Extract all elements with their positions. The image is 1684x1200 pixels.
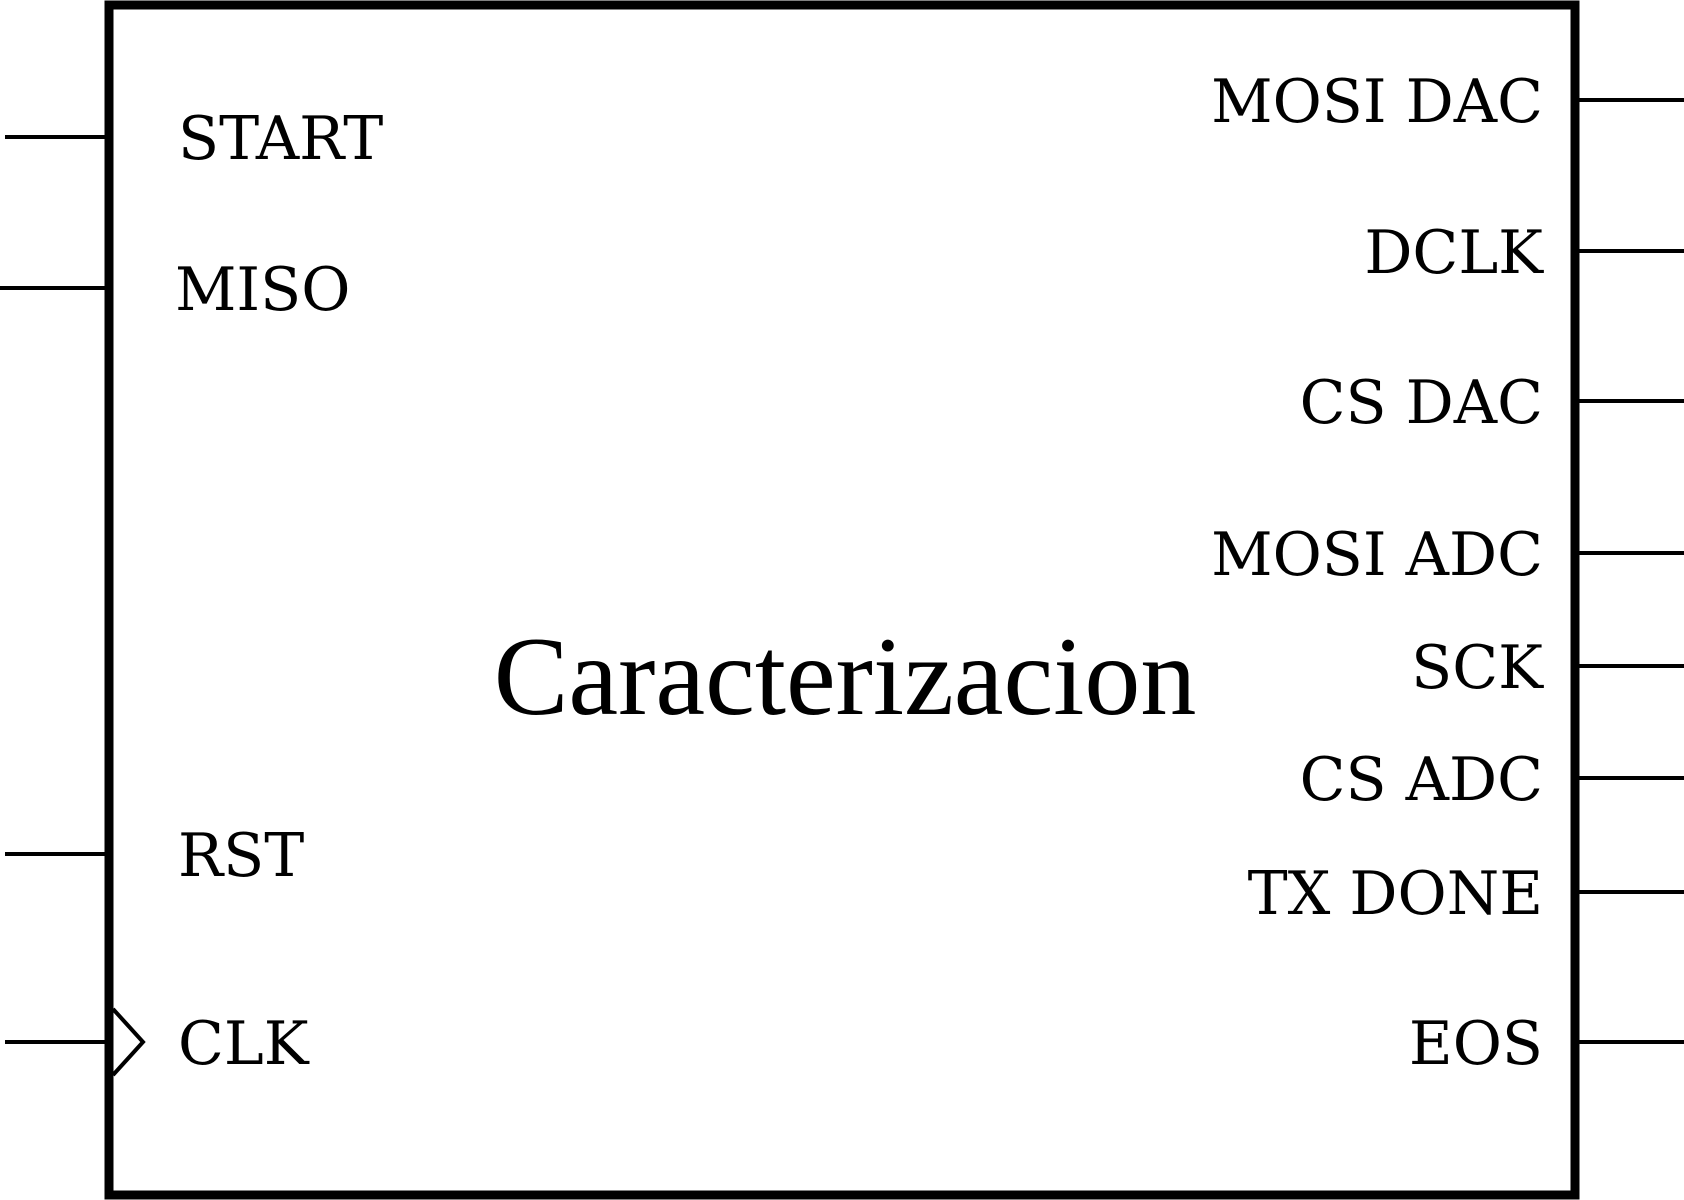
block-title: Caracterizacion — [493, 615, 1197, 739]
input-pin-miso — [0, 255, 350, 325]
input-label-miso: MISO — [175, 255, 351, 325]
input-pin-start — [5, 104, 383, 174]
input-label-clk: CLK — [178, 1009, 309, 1079]
output-pin-mosi-dac — [1211, 67, 1684, 137]
block-border — [109, 5, 1575, 1195]
output-pin-sck — [1411, 633, 1684, 703]
output-pin-mosi-adc — [1211, 520, 1684, 590]
output-pin-dclk — [1364, 218, 1684, 288]
output-pin-cs-dac — [1300, 368, 1684, 438]
output-label-dclk: DCLK — [1364, 218, 1543, 288]
output-label-mosi-dac: MOSI DAC — [1211, 67, 1543, 137]
output-label-sck: SCK — [1411, 633, 1543, 703]
output-label-mosi-adc: MOSI ADC — [1211, 520, 1543, 590]
input-pin-rst — [5, 821, 304, 891]
input-pin-clk — [5, 1009, 310, 1079]
clock-edge-icon — [113, 1009, 143, 1075]
output-label-eos: EOS — [1408, 1009, 1543, 1079]
input-label-rst: RST — [178, 821, 305, 891]
output-pin-tx-done — [1248, 859, 1684, 929]
output-pin-eos — [1409, 1009, 1684, 1079]
output-label-cs-adc: CS ADC — [1299, 745, 1543, 815]
output-label-tx-done: TX DONE — [1247, 859, 1543, 929]
output-pin-cs-adc — [1300, 745, 1684, 815]
output-label-cs-dac: CS DAC — [1299, 368, 1543, 438]
input-label-start: START — [178, 104, 384, 174]
